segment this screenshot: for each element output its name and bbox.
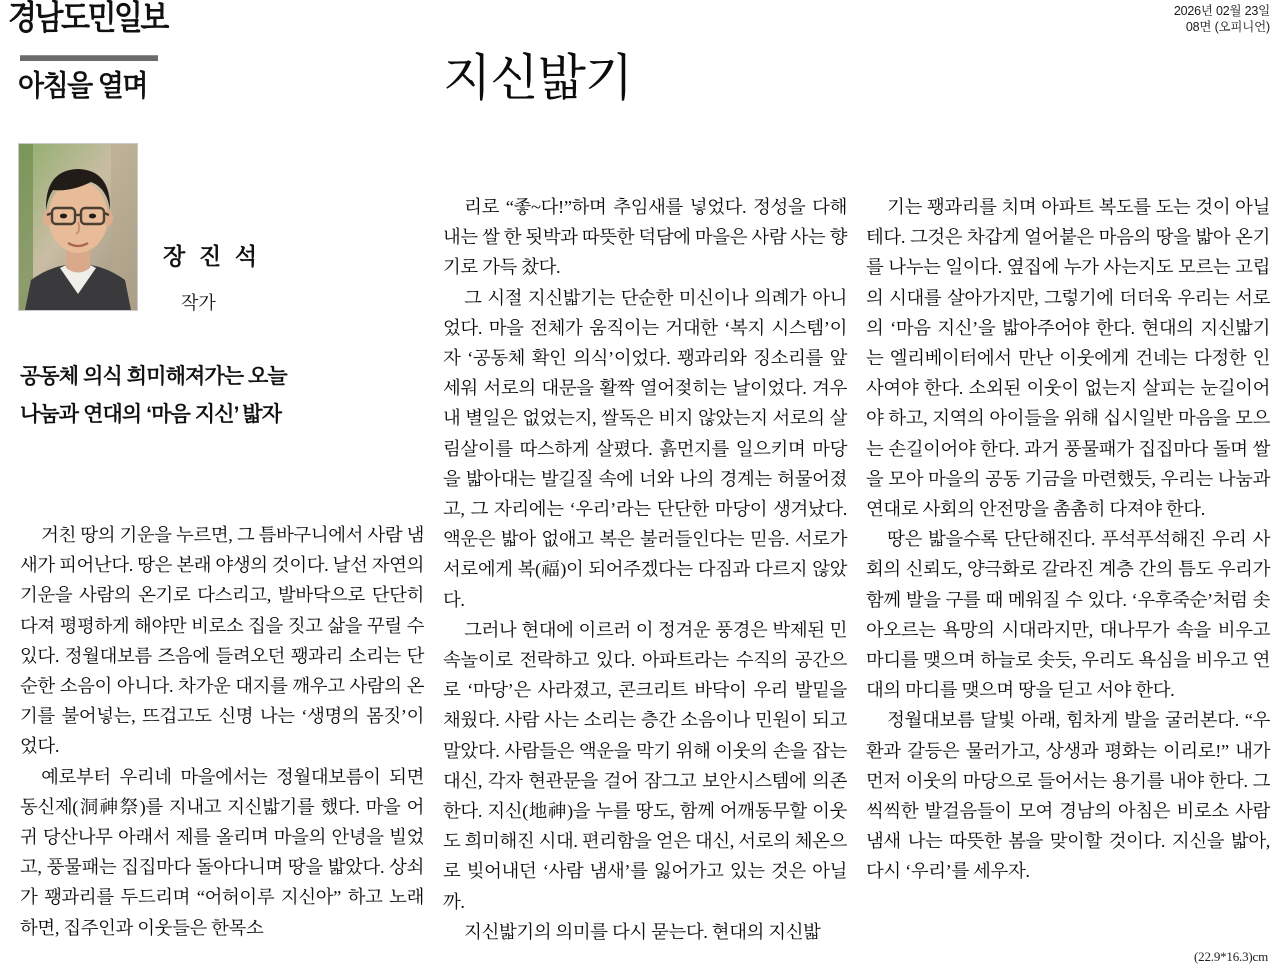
body-column-3 bbox=[866, 192, 1270, 887]
dateline-date: 2026년 02월 23일 bbox=[1173, 4, 1270, 18]
author-photo bbox=[18, 143, 138, 311]
body-column-1 bbox=[20, 520, 424, 943]
masthead bbox=[8, 0, 428, 37]
paragraph: 그 시절 지신밟기는 단순한 미신이나 의례가 아니었다. 마을 전체가 움직이는 거대한 ‘복지 시스템’이자 ‘공동체 확인 의식’이었다. 꽹과리와 징소리를 앞세워 서로의 대문을 활짝 열어젖히는 날이었다. 겨우내 별일은 없었는지, 쌀독은 비지 않았는지 서로의 살림살이를 따스하게 살폈다. 흙먼지를 일으키며 마당을 밟아대는 발길질 속에 너와 나의 경계는 허물어졌고, 그 자리에는 ‘우리’라는 단단한 마당이 생겨났다. 액운은 밟아 없애고 복은 불러들인다는 믿음. 서로가 서로에게 복(福)이 되어주겠다는 다짐과 다르지 않았다. bbox=[443, 287, 847, 610]
section-divider-rule bbox=[20, 55, 158, 61]
paragraph: 땅은 밟을수록 단단해진다. 푸석푸석해진 우리 사회의 신뢰도, 양극화로 갈라진 계층 간의 틈도 우리가 함께 발을 구를 때 메워질 수 있다. ‘우후죽순’처럼 솟아오르는 욕망의 시대라지만, 대나무가 속을 비우고 마디를 맺으며 하늘로 솟듯, 우리도 욕심을 비우고 연대의 마디를 맺으며 땅을 딛고 서야 한다. bbox=[866, 529, 1270, 701]
paragraph: 그러나 현대에 이르러 이 정겨운 풍경은 박제된 민속놀이로 전락하고 있다. 아파트라는 수직의 공간으로 ‘마당’은 사라졌고, 콘크리트 바닥이 우리 발밑을 채웠다. 사람 사는 소리는 층간 소음이나 민원이 되고 말았다. 사람들은 액운을 막기 위해 이웃의 손을 잡는 대신, 각자 현관문을 걸어 잠그고 보안시스템에 의존한다. 지신(地神)을 누를 땅도, 함께 어깨동무할 이웃도 희미해진 시대. 편리함을 얻은 대신, 서로의 체온으로 빚어내던 ‘사람 냄새’를 잃어가고 있는 것은 아닐까. bbox=[443, 619, 847, 912]
page-title: 지신밟기 bbox=[443, 50, 633, 106]
dateline bbox=[1174, 3, 1270, 35]
portrait-illustration bbox=[19, 144, 137, 310]
paragraph: 리로 “좋~다!”하며 추임새를 넣었다. 정성을 다해 내는 쌀 한 됫박과 따뜻한 덕담에 마을은 사람 사는 향기로 가득 찼다. bbox=[443, 197, 847, 278]
deck-line-1: 공동체 의식 희미해져가는 오늘 bbox=[20, 365, 287, 388]
body-column-2 bbox=[443, 192, 847, 947]
masthead-title: 경남도민일보 bbox=[8, 0, 167, 37]
clipping-size-note: (22.9*16.3)cm bbox=[1194, 949, 1268, 964]
section-label: 아침을 열며 bbox=[18, 69, 147, 102]
paragraph: 정월대보름 달빛 아래, 힘차게 발을 굴러본다. “우환과 갈등은 물러가고, 상생과 평화는 이리로!” 내가 먼저 이웃의 마당으로 들어서는 용기를 내야 한다. 그 씩씩한 발걸음들이 모여 경남의 아침은 비로소 사람 냄새 나는 따뜻한 봄을 맞이할 것이다. 지신을 밟아, 다시 ‘우리’를 세우자. bbox=[866, 710, 1270, 882]
paragraph: 기는 꽹과리를 치며 아파트 복도를 도는 것이 아닐 테다. 그것은 차갑게 얼어붙은 마음의 땅을 밟아 온기를 나누는 일이다. 옆집에 누가 사는지도 모르는 고립의 시대를 살아가지만, 그렇기에 더더욱 우리는 서로의 ‘마음 지신’을 밟아주어야 한다. 현대의 지신밟기는 엘리베이터에서 만난 이웃에게 건네는 다정한 인사여야 한다. 소외된 이웃이 없는지 살피는 눈길이어야 하고, 지역의 아이들을 위해 십시일반 마음을 모으는 손길이어야 한다. 과거 풍물패가 집집마다 돌며 쌀을 모아 마을의 공동 기금을 마련했듯, 우리는 나눔과 연대로 사회의 안전망을 촘촘히 다져야 한다. bbox=[866, 197, 1270, 520]
dateline-page: 08면 (오피니언) bbox=[1185, 20, 1270, 34]
article-deck bbox=[20, 358, 420, 434]
deck-line-2: 나눔과 연대의 ‘마음 지신’ 밟자 bbox=[20, 403, 282, 426]
author-name: 장 진 석 bbox=[163, 244, 262, 269]
paragraph: 거친 땅의 기운을 누르면, 그 틈바구니에서 사람 냄새가 피어난다. 땅은 본래 야생의 것이다. 날선 자연의 기운을 사람의 온기로 다스리고, 발바닥으로 단단히 다져 평평하게 해야만 비로소 집을 짓고 삶을 꾸릴 수 있다. 정월대보름 즈음에 들려오던 꽹과리 소리는 단순한 소음이 아니다. 차가운 대지를 깨우고 사람의 온기를 불어넣는, 뜨겁고도 신명 나는 ‘생명의 몸짓’이었다. bbox=[20, 525, 424, 757]
paragraph: 지신밟기의 의미를 다시 묻는다. 현대의 지신밟 bbox=[464, 921, 821, 942]
paragraph: 예로부터 우리네 마을에서는 정월대보름이 되면 동신제(洞神祭)를 지내고 지신밟기를 했다. 마을 어귀 당산나무 아래서 제를 올리며 마을의 안녕을 빌었고, 풍물패는 집집마다 돌아다니며 땅을 밟았다. 상쇠가 꽹과리를 두드리며 “어허이루 지신아” 하고 노래하면, 집주인과 이웃들은 한목소 bbox=[20, 766, 424, 938]
author-role: 작가 bbox=[181, 293, 216, 313]
